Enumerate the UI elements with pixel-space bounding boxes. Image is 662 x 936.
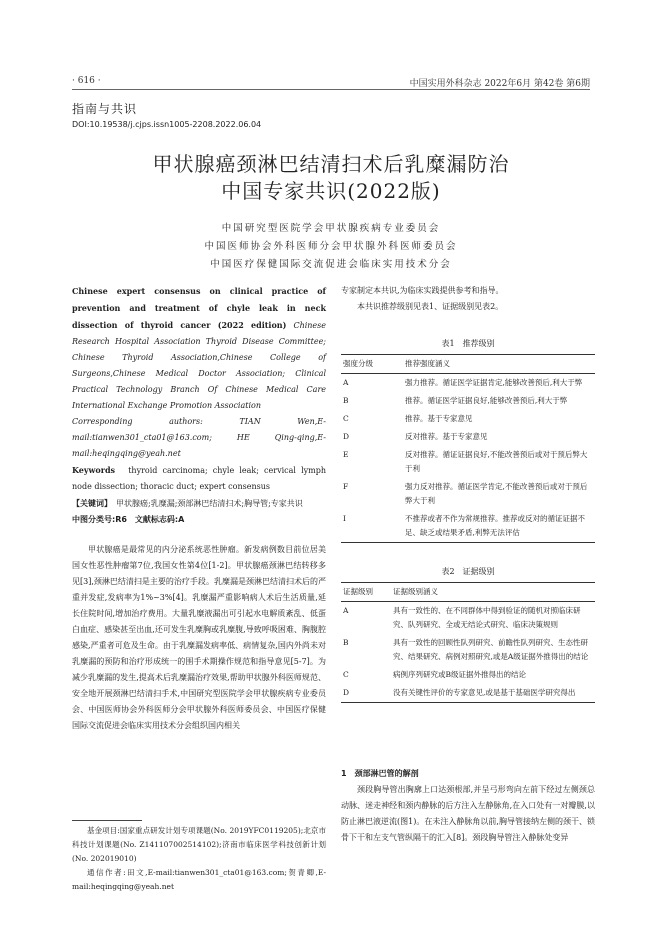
corresponding-authors: Corresponding authors: TIAN Wen,E-mail:tianwen301_cta01@163.com; HE Qing-qing,E-mail:heqingqing@yeah.net	[72, 417, 326, 458]
footnote-rule	[72, 820, 142, 821]
table1-header-meaning: 推荐强度涵义	[405, 359, 450, 368]
table-cell: 推荐。循证医学证据良好,能够改善预后,利大于弊	[405, 396, 568, 405]
table2	[341, 582, 595, 703]
page-number: · 616 ·	[72, 76, 101, 86]
table-cell: 病例序列研究或B级证据外推得出的结论	[393, 670, 527, 679]
table-cell: A	[343, 606, 349, 615]
table-row	[341, 634, 595, 666]
table-row	[341, 478, 595, 510]
table-cell: E	[343, 450, 349, 459]
table-cell: 反对推荐。基于专家意见	[405, 432, 488, 441]
table-cell: 反对推荐。循证证据良好,不能改善预后或对于预后弊大于利	[405, 450, 588, 473]
table-cell: 具有一致性的回顾性队列研究、前瞻性队列研究、生态性研究、结果研究、病例对照研究,或是A级证据外推得出的结论	[393, 638, 589, 661]
table1-caption: 表1 推荐级别	[441, 339, 495, 348]
author-org-3: 中国医疗保健国际交流促进会临床实用技术分会	[210, 259, 452, 270]
right-intro	[341, 283, 595, 315]
keywords-en	[72, 462, 326, 495]
table-cell: B	[343, 638, 349, 647]
table1-header-row	[341, 355, 595, 374]
table-cell: B	[343, 396, 349, 405]
section1-heading: 1 颈部淋巴管的解剖	[341, 769, 419, 778]
classification: 中图分类号:R6 文献标志码:A	[72, 515, 185, 524]
author-org-1: 中国研究型医院学会甲状腺疾病专业委员会	[221, 223, 441, 234]
paper-title-line1: 甲状腺癌颈淋巴结清扫术后乳糜漏防治	[152, 152, 510, 176]
cn-keywords-label: 【关键词】	[72, 498, 108, 508]
author-note: 通信作者:田文,E-mail:tianwen301_cta01@163.com;贺青卿,E-mail:heqingqing@yeah.net	[72, 868, 326, 891]
header-rule	[72, 89, 590, 90]
english-abstract	[72, 283, 326, 528]
table-row	[341, 602, 595, 635]
table-cell: 强力推荐。循证医学证据肯定,能够改善预后,利大于弊	[405, 378, 583, 387]
table1	[341, 354, 595, 543]
table-cell: D	[343, 432, 350, 441]
footnote	[72, 824, 326, 894]
section-label: 指南与共识	[72, 102, 138, 116]
journal-header: 中国实用外科杂志 2022年6月 第42卷 第6期	[409, 79, 590, 89]
table-row	[341, 374, 595, 393]
table2-header-level: 证据级别	[343, 587, 373, 596]
right-intro-line1: 专家制定本共识,为临床实践提供参考和指导。	[341, 286, 504, 295]
table-row	[341, 428, 595, 446]
fund-note: 基金项目:国家重点研发计划专项课题(No. 2019YFC0119205);北京市科技计划课题(No. Z141107002514102);济南市临床医学科技创新计划(No. 202019010)	[72, 826, 326, 863]
table2-header-row	[341, 583, 595, 602]
section1-text: 颈段胸导管出胸廓上口达颈根部,并呈弓形弯向左前下经过左侧颈总动脉、迷走神经和颈内静脉的后方注入左静脉角,在入口处有一对瓣膜,以防止淋巴液逆流(图1)。在未注入静脉角以前,胸导管接纳左侧的颈干、锁骨下干和左支气管纵隔干的汇入[8]。颈段胸导管注入静脉处变异	[341, 785, 595, 842]
table-cell: 具有一致性的、在不同群体中得到验证的随机对照临床研究、队列研究、全或无结论式研究、临床决策规则	[393, 606, 581, 629]
keywords-cn	[72, 495, 326, 512]
table-cell: F	[343, 482, 349, 491]
table-cell: C	[343, 414, 349, 423]
table-row	[341, 684, 595, 703]
table1-header-grade: 强度分级	[343, 359, 373, 368]
table-row	[341, 510, 595, 543]
keywords-text: thyroid carcinoma; chyle leak; cervical lymph node dissection; thoracic duct; expert consensus	[72, 466, 327, 491]
table-cell: 强力反对推荐。循证医学肯定,不能改善预后或对于预后弊大于利	[405, 482, 588, 505]
table2-header-meaning: 证据级别涵义	[393, 587, 438, 596]
table-cell: 不推荐或者不作为常规推荐。推荐或反对的循证证据不足、缺乏或结果矛盾,利弊无法评估	[405, 514, 585, 537]
right-intro-line2: 本共识推荐级别见表1、证据级别见表2。	[357, 302, 504, 311]
paper-title-line2: 中国专家共识(2022版)	[221, 179, 441, 203]
table-row	[341, 666, 595, 684]
table2-caption: 表2 证据级别	[441, 567, 495, 576]
author-org-2: 中国医师协会外科医师分会甲状腺外科医师委员会	[204, 241, 458, 252]
cn-keywords-text: 甲状腺癌;乳糜漏;颈部淋巴结清扫术;胸导管;专家共识	[116, 499, 303, 508]
table-cell: 没有关键性评价的专家意见,或是基于基础医学研究得出	[393, 688, 576, 697]
table-row	[341, 392, 595, 410]
intro-paragraph: 甲状腺癌是最常见的内分泌系统恶性肿瘤。新发病例数目前位居美国女性恶性肿瘤第7位,我国女性第4位[1-2]。甲状腺癌颈淋巴结转移多见[3],颈淋巴结清扫是主要的治疗手段。乳糜漏是颈淋巴结清扫术后的严重并发症,发病率为1%~3%[4]。乳糜漏严重影响病人术后生活质量,延长住院时间,增加治疗费用。大量乳糜液漏出可引起水电解质紊乱、低蛋白血症、感染甚至出血,还可发生乳糜胸或乳糜腹,导致呼吸困难、胸腹腔感染,严重者可危及生命。由于乳糜漏发病率低、病情复杂,国内外尚未对乳糜漏的预防和治疗形成统一的围手术期操作规范和指导意见[5-7]。为减少乳糜漏的发生,提高术后乳糜漏治疗效果,帮助甲状腺外科医师规范、安全地开展颈淋巴结清扫手术,中国研究型医院学会甲状腺疾病专业委员会、中国医师协会外科医师分会甲状腺外科医师委员会、中国医疗保健国际交流促进会临床实用技术分会组织国内相关	[72, 545, 326, 730]
doi: DOI:10.19538/j.cjps.issn1005-2208.2022.06.04	[72, 120, 262, 129]
english-title: Chinese expert consensus on clinical practice of prevention and treatment of chyle leak in neck dissection of thyroid cancer (2022 edition)	[72, 286, 326, 330]
table-cell: A	[343, 378, 349, 387]
table-row	[341, 410, 595, 428]
table-cell: D	[343, 688, 350, 697]
table-cell: 推荐。基于专家意见	[405, 414, 473, 423]
table-cell: I	[343, 514, 346, 523]
table-cell: C	[343, 670, 349, 679]
english-orgs: Chinese Research Hospital Association Thyroid Disease Committee; Chinese Thyroid Association,Chinese College of Surgeons,Chinese Medical Doctor Association; Clinical Practical Technology Branch Of Chinese Medical Care International Exchange Promotion Association	[72, 321, 326, 410]
table-row	[341, 446, 595, 478]
keywords-label: Keywords	[72, 465, 116, 475]
